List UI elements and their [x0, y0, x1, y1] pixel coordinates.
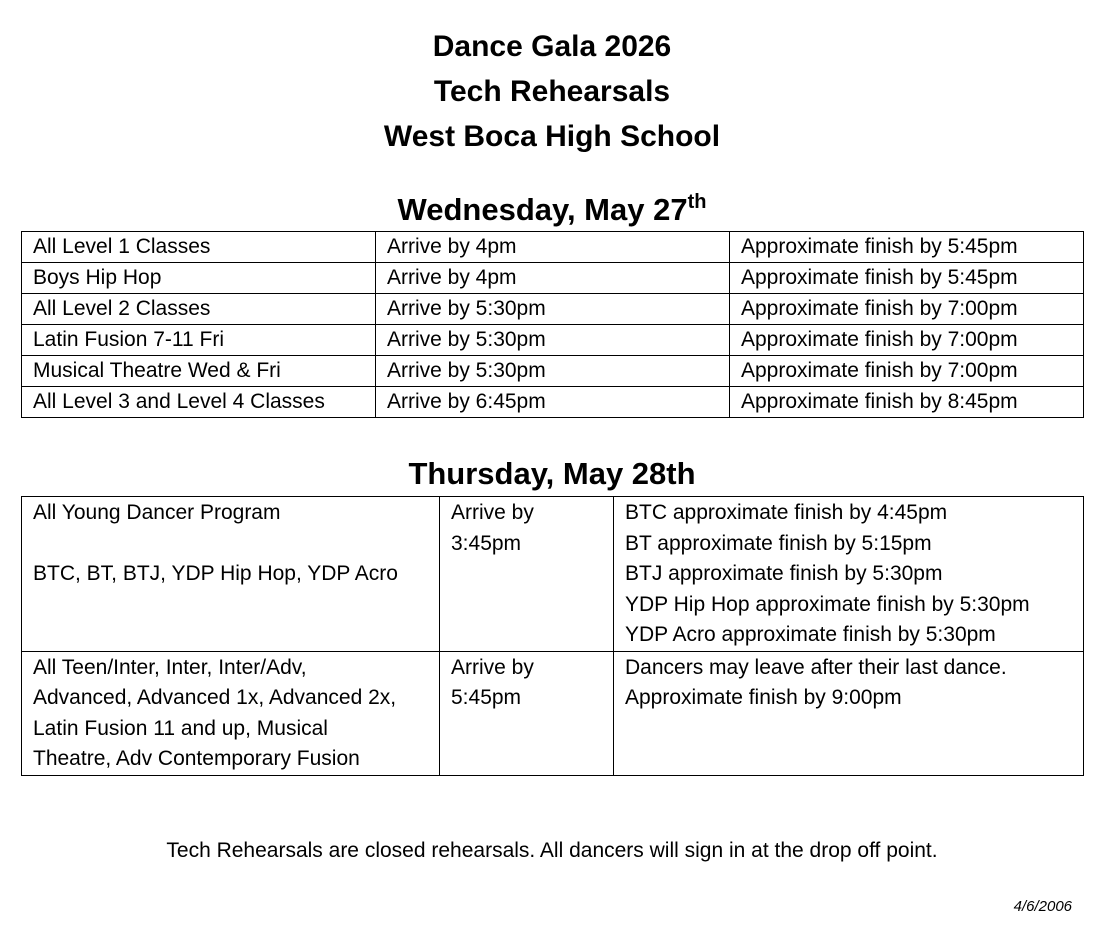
finish-cell: Approximate finish by 7:00pm	[730, 356, 1084, 387]
table-row	[22, 325, 1084, 356]
finish-cell	[614, 651, 1084, 775]
wednesday-heading	[0, 192, 1104, 228]
group-cell: All Level 2 Classes	[22, 294, 376, 325]
thursday-schedule-table	[21, 496, 1084, 776]
table-row	[22, 387, 1084, 418]
document-title	[0, 24, 1104, 159]
arrive-line: Arrive by	[451, 501, 534, 524]
thursday-heading: Thursday, May 28th	[408, 456, 696, 491]
wednesday-schedule-table	[21, 231, 1084, 418]
arrive-cell	[440, 497, 614, 652]
title-venue: West Boca High School	[383, 120, 721, 153]
group-spacer	[33, 529, 439, 560]
group-line: All Young Dancer Program	[33, 501, 281, 524]
arrive-cell: Arrive by 5:30pm	[376, 356, 730, 387]
finish-cell: Approximate finish by 8:45pm	[730, 387, 1084, 418]
arrive-line: Arrive by	[451, 655, 534, 679]
group-line: BTC, BT, BTJ, YDP Hip Hop, YDP Acro	[33, 562, 398, 585]
finish-line: YDP Acro approximate finish by 5:30pm	[625, 623, 996, 646]
footer-note: Tech Rehearsals are closed rehearsals. All dancers will sign in at the drop off point.	[166, 839, 938, 862]
title-event: Dance Gala 2026	[432, 30, 672, 63]
group-cell	[22, 497, 440, 652]
arrive-cell	[440, 651, 614, 775]
finish-cell: Approximate finish by 5:45pm	[730, 232, 1084, 263]
arrive-cell: Arrive by 4pm	[376, 263, 730, 294]
group-cell: Musical Theatre Wed & Fri	[22, 356, 376, 387]
finish-line: BT approximate finish by 5:15pm	[625, 531, 932, 555]
group-cell: Latin Fusion 7-11 Fri	[22, 325, 376, 356]
arrive-cell: Arrive by 6:45pm	[376, 387, 730, 418]
table-row	[22, 651, 1084, 775]
finish-line: YDP Hip Hop approximate finish by 5:30pm	[625, 592, 1030, 616]
table-row	[22, 497, 1084, 652]
arrive-line: 5:45pm	[451, 686, 522, 709]
table-row	[22, 356, 1084, 387]
table-row	[22, 263, 1084, 294]
group-cell: All Level 3 and Level 4 Classes	[22, 387, 376, 418]
finish-line: Dancers may leave after their last dance.	[625, 655, 1007, 679]
arrive-cell: Arrive by 5:30pm	[376, 325, 730, 356]
finish-line: BTJ approximate finish by 5:30pm	[625, 562, 943, 585]
wednesday-heading-text: Wednesday, May 27	[397, 192, 688, 227]
document-date: 4/6/2006	[1013, 898, 1072, 915]
group-cell: Boys Hip Hop	[22, 263, 376, 294]
finish-cell: Approximate finish by 7:00pm	[730, 325, 1084, 356]
group-line: Latin Fusion 11 and up, Musical	[33, 716, 328, 740]
finish-cell: Approximate finish by 5:45pm	[730, 263, 1084, 294]
table-row	[22, 294, 1084, 325]
group-line: All Teen/Inter, Inter, Inter/Adv,	[33, 655, 307, 679]
arrive-line: 3:45pm	[451, 531, 522, 555]
title-subject: Tech Rehearsals	[433, 75, 671, 108]
group-cell: All Level 1 Classes	[22, 232, 376, 263]
wednesday-heading-suffix: th	[687, 191, 707, 213]
arrive-cell: Arrive by 4pm	[376, 232, 730, 263]
arrive-cell: Arrive by 5:30pm	[376, 294, 730, 325]
group-line: Advanced, Advanced 1x, Advanced 2x,	[33, 686, 397, 709]
finish-cell	[614, 497, 1084, 652]
table-row	[22, 232, 1084, 263]
finish-line: Approximate finish by 9:00pm	[625, 686, 902, 709]
group-line: Theatre, Adv Contemporary Fusion	[33, 747, 360, 770]
finish-line: BTC approximate finish by 4:45pm	[625, 501, 948, 524]
finish-cell: Approximate finish by 7:00pm	[730, 294, 1084, 325]
group-cell	[22, 651, 440, 775]
